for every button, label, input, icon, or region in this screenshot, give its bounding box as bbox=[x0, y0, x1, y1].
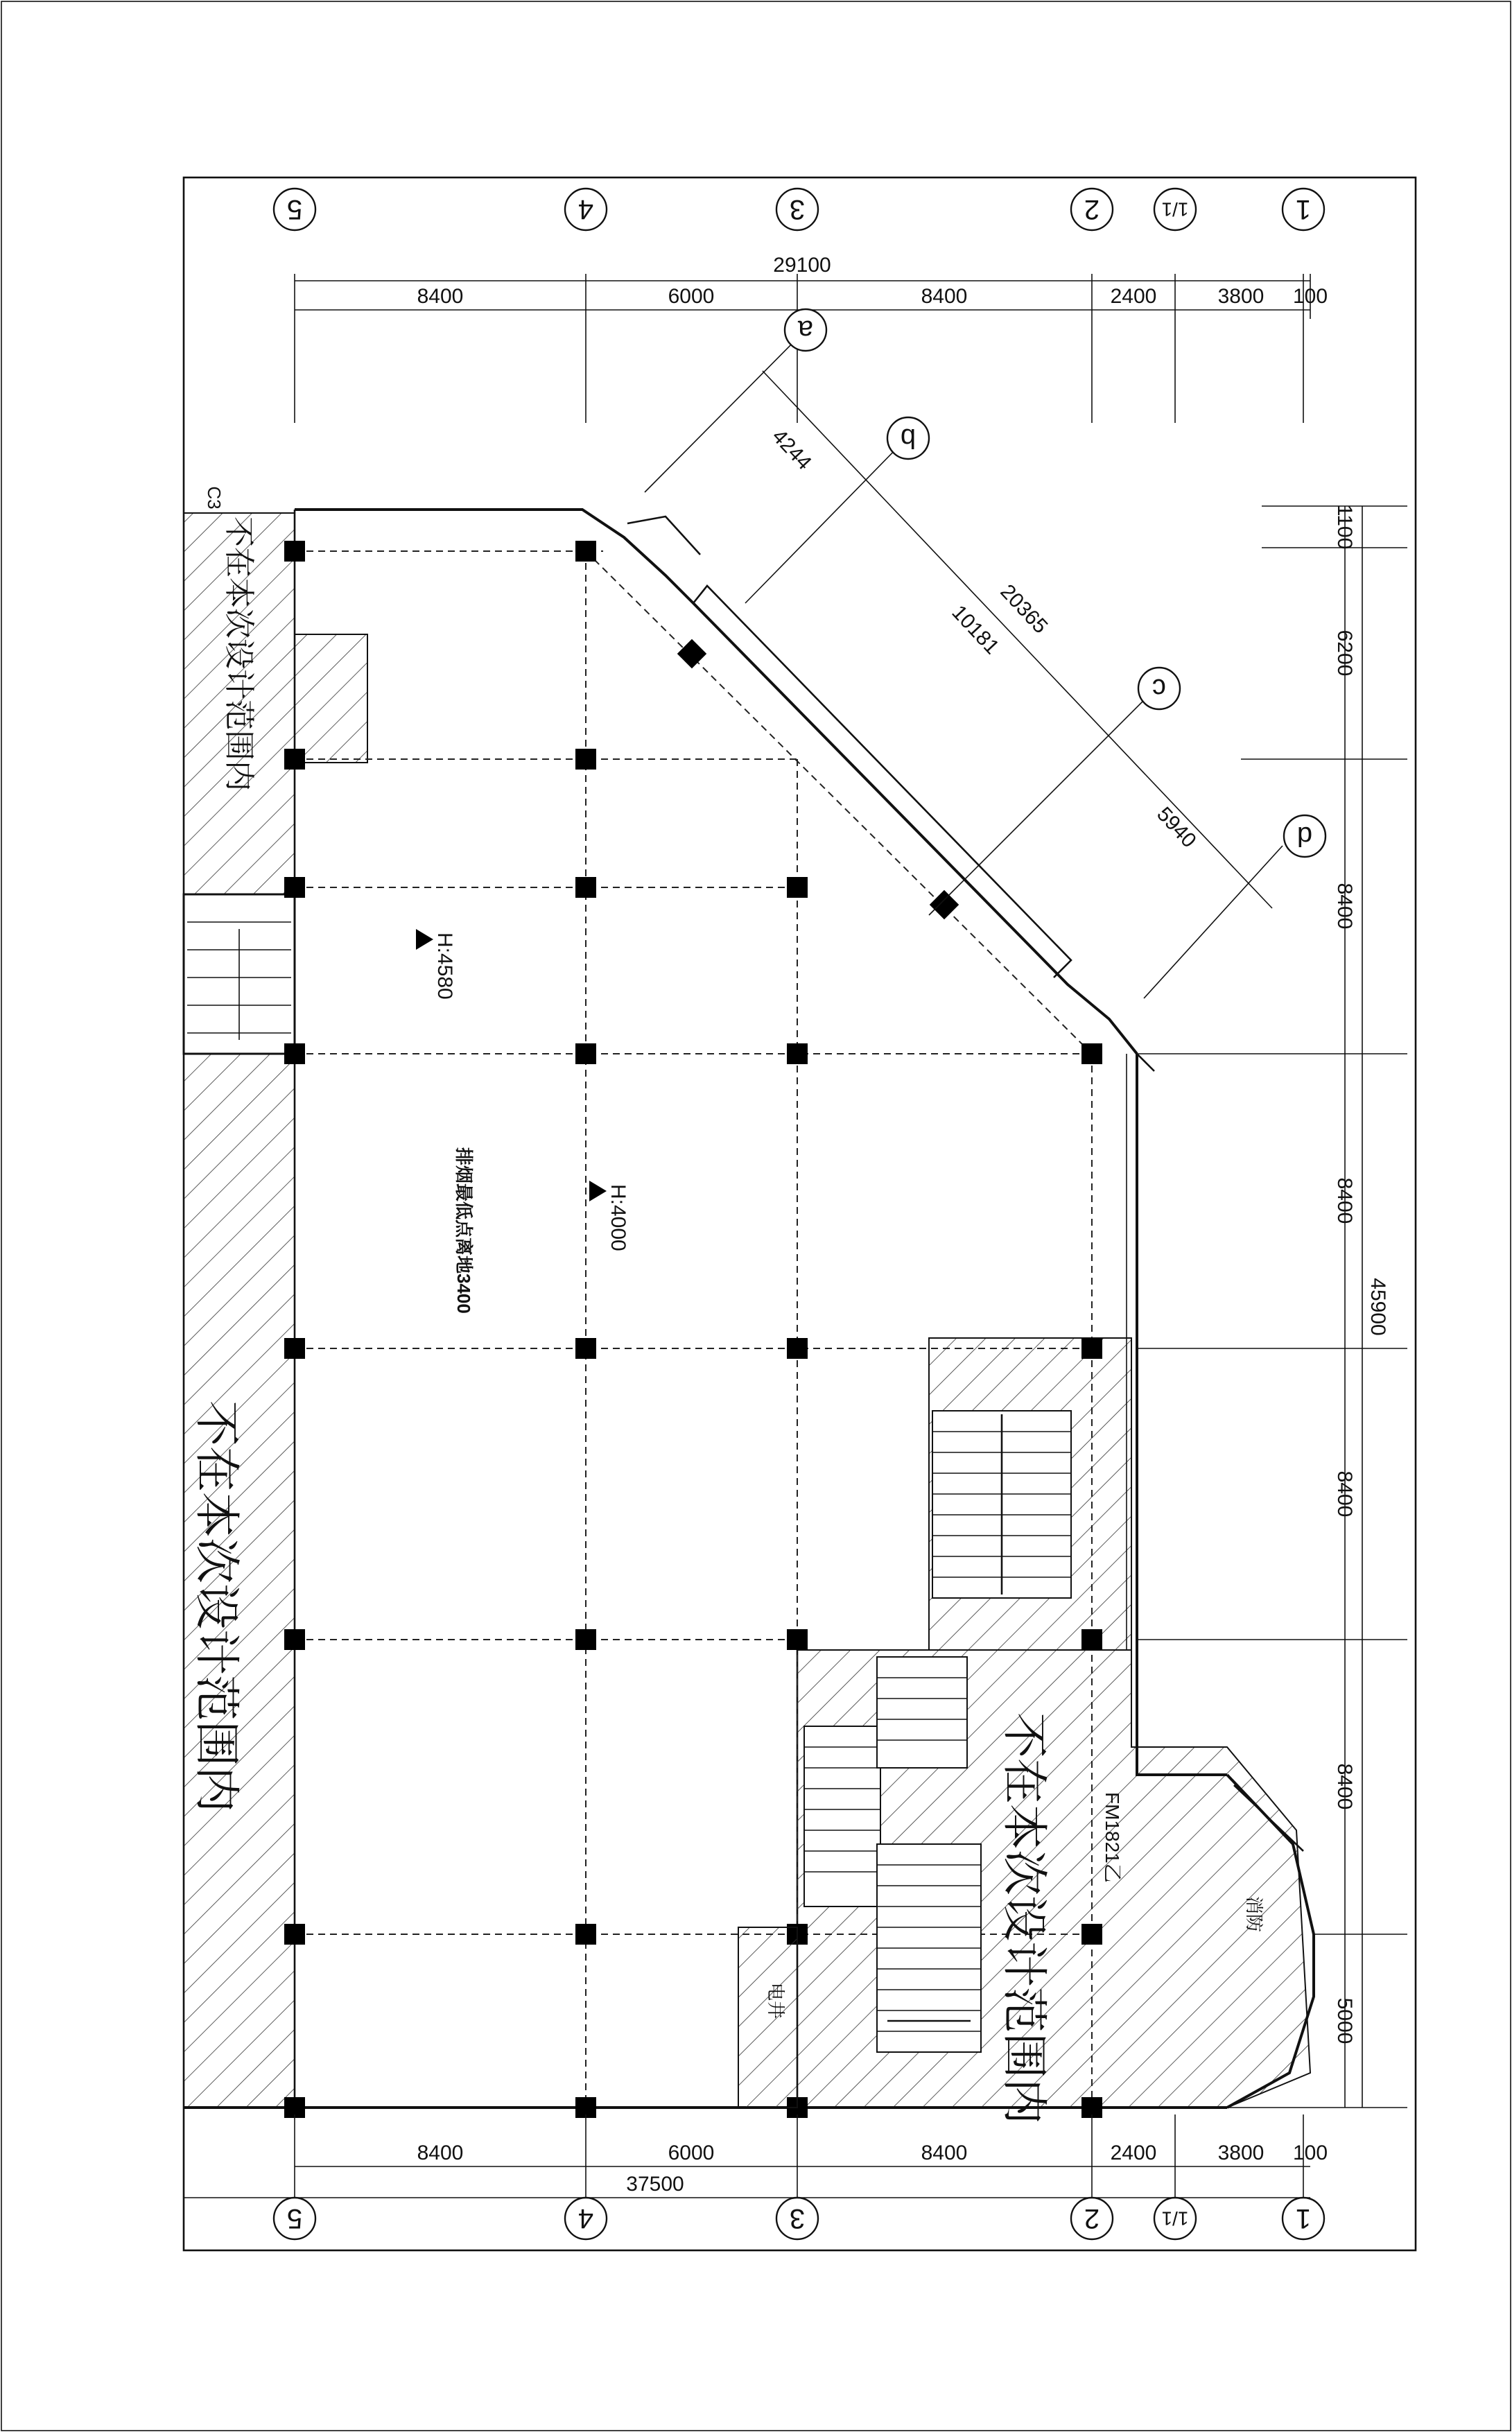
right-dim-seg-4: 8400 bbox=[1333, 1177, 1356, 1224]
label-ew: 电井 bbox=[765, 1983, 786, 2020]
right-dim-seg-1: 1100 bbox=[1333, 504, 1356, 550]
out-of-scope-label-left-top: 不在本次设计范围内 bbox=[222, 516, 256, 791]
column bbox=[284, 877, 305, 898]
stair-flight-3 bbox=[877, 1657, 967, 1768]
axis-bubble-diag-c: c bbox=[1152, 673, 1166, 704]
right-dim-seg-6: 8400 bbox=[1333, 1763, 1356, 1810]
top-dim-seg-2: 6000 bbox=[668, 285, 715, 308]
top-dim-seg-4: 2400 bbox=[1110, 285, 1157, 308]
column bbox=[284, 541, 305, 562]
out-of-scope-zones bbox=[184, 513, 1313, 2108]
diag-dim-seg-3: 5940 bbox=[1152, 802, 1201, 853]
diag-dim-seg-1: 4244 bbox=[767, 424, 816, 475]
axis-bubble-diag-b: b bbox=[900, 423, 916, 453]
column bbox=[1081, 1338, 1102, 1359]
axis-bubble-diag-d: d bbox=[1296, 821, 1313, 851]
axis-bubble-top-1: 1 bbox=[1295, 194, 1312, 225]
axis-bubble-top-3: 3 bbox=[789, 194, 806, 225]
elevation-high-label: H:4580 bbox=[433, 932, 456, 1000]
axis-bubble-bottom-3: 3 bbox=[789, 2203, 806, 2234]
label-fire: 消防 bbox=[1244, 1896, 1265, 1933]
top-overall-dim: 29100 bbox=[773, 254, 831, 277]
axis-bubble-top-4: 4 bbox=[577, 194, 594, 225]
left-stair bbox=[184, 894, 295, 1054]
left-room-hatch bbox=[295, 634, 367, 763]
label-c3: C3 bbox=[204, 486, 225, 510]
diagonal-dimensions bbox=[645, 309, 1326, 998]
axis-bubble-bottom-2: 2 bbox=[1084, 2203, 1100, 2234]
bottom-dim-seg-5: 3800 bbox=[1217, 2142, 1265, 2164]
top-dim-seg-1: 8400 bbox=[417, 285, 464, 308]
bottom-dim-seg-4: 2400 bbox=[1110, 2142, 1157, 2164]
right-overall-dim: 45900 bbox=[1366, 1278, 1389, 1336]
axis-bubble-top-1-1: 1/1 bbox=[1161, 198, 1189, 220]
column bbox=[1081, 1043, 1102, 1064]
column bbox=[575, 1043, 596, 1064]
axis-bubble-top-2: 2 bbox=[1084, 194, 1100, 225]
column bbox=[575, 877, 596, 898]
axis-bubble-bottom-4: 4 bbox=[577, 2203, 594, 2234]
top-axis-bubbles bbox=[274, 189, 1324, 230]
out-of-scope-label-core: 不在本次设计范围内 bbox=[999, 1712, 1050, 2124]
smoke-exhaust-note: 排烟最低点离地3400 bbox=[453, 1147, 474, 1314]
column bbox=[787, 1629, 808, 1650]
axis-bubble-top-5: 5 bbox=[286, 194, 303, 225]
elevation-low-label: H:4000 bbox=[607, 1184, 629, 1251]
column bbox=[284, 1924, 305, 1945]
elevation-marker-high bbox=[416, 929, 433, 950]
column bbox=[575, 749, 596, 770]
bottom-dimensions bbox=[184, 2114, 1328, 2208]
right-dim-seg-7: 5000 bbox=[1333, 1997, 1356, 2044]
bottom-dim-seg-6: 100 bbox=[1292, 2142, 1328, 2164]
column bbox=[284, 749, 305, 770]
stair-flight-4 bbox=[877, 1844, 981, 2052]
bottom-axis-bubbles bbox=[274, 2198, 1324, 2239]
column bbox=[284, 1338, 305, 1359]
column bbox=[284, 1629, 305, 1650]
axis-bubble-bottom-5: 5 bbox=[286, 2203, 303, 2234]
top-dim-seg-6: 100 bbox=[1292, 285, 1328, 308]
axis-bubble-diag-a: a bbox=[797, 315, 814, 345]
diag-dim-seg-2: 10181 bbox=[947, 600, 1004, 659]
column bbox=[575, 1629, 596, 1650]
column bbox=[787, 1043, 808, 1064]
column bbox=[284, 1043, 305, 1064]
column bbox=[930, 890, 959, 919]
bottom-overall-dim: 37500 bbox=[626, 2173, 684, 2196]
out-of-scope-label-left-bottom: 不在本次设计范围内 bbox=[191, 1400, 243, 1812]
diag-dim-seg-overall: 20365 bbox=[996, 580, 1052, 639]
right-dim-seg-5: 8400 bbox=[1333, 1470, 1356, 1518]
column bbox=[575, 1924, 596, 1945]
stair-flight-1 bbox=[932, 1411, 1071, 1598]
top-dim-seg-5: 3800 bbox=[1217, 285, 1265, 308]
axis-bubble-bottom-1-1: 1/1 bbox=[1161, 2207, 1189, 2230]
column bbox=[1081, 1924, 1102, 1945]
bottom-dim-seg-1: 8400 bbox=[417, 2142, 464, 2164]
elevation-marker-low bbox=[589, 1181, 607, 1201]
column bbox=[575, 541, 596, 562]
column bbox=[787, 1338, 808, 1359]
bottom-dim-seg-2: 6000 bbox=[668, 2142, 715, 2164]
bottom-dim-seg-3: 8400 bbox=[921, 2142, 968, 2164]
column bbox=[575, 1338, 596, 1359]
axis-bubble-bottom-1: 1 bbox=[1295, 2203, 1312, 2234]
column bbox=[787, 877, 808, 898]
right-dim-seg-3: 8400 bbox=[1333, 883, 1356, 930]
stair-flight-2 bbox=[804, 1726, 880, 1906]
door-tag: FM1821乙 bbox=[1102, 1792, 1123, 1883]
right-dim-seg-2: 6200 bbox=[1333, 629, 1356, 677]
top-dim-seg-3: 8400 bbox=[921, 285, 968, 308]
column bbox=[677, 639, 706, 668]
column bbox=[1081, 1629, 1102, 1650]
